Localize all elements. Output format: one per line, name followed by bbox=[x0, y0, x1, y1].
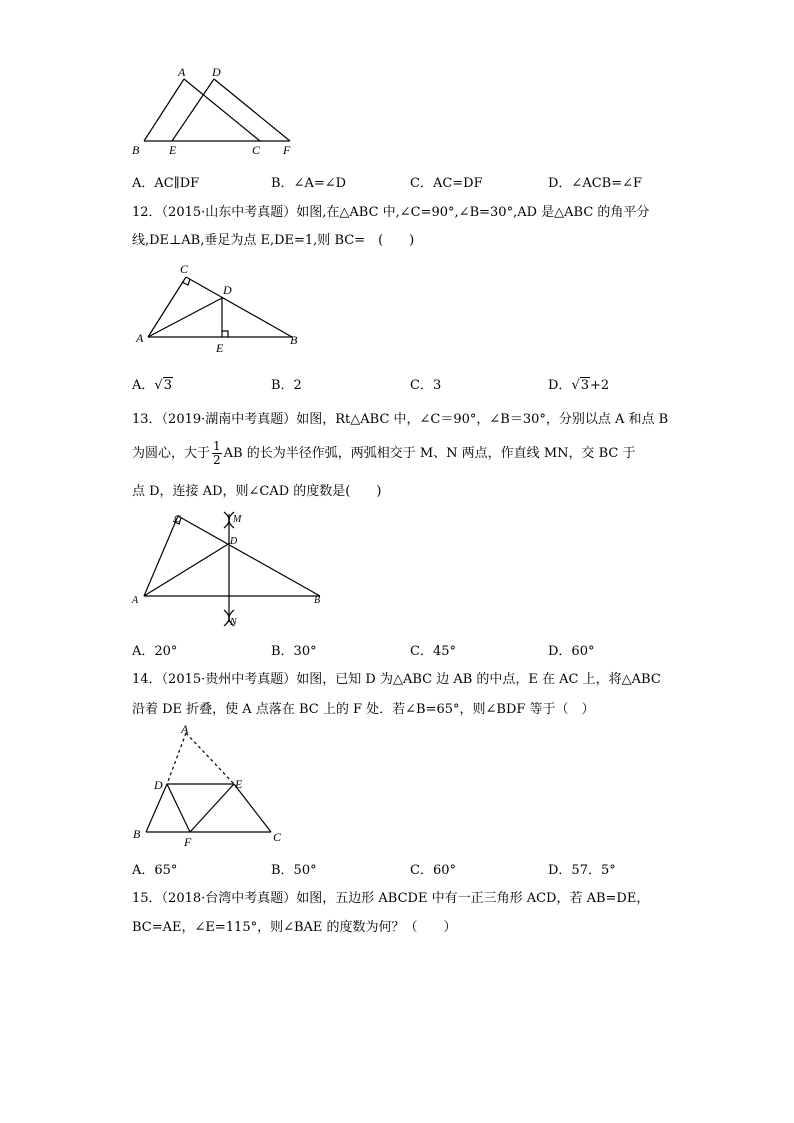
label-F: F bbox=[283, 143, 291, 157]
q12-option-a-radicand: 3 bbox=[163, 378, 172, 393]
q13-text-line1: 13．（2019·湖南中考真题）如图，Rt△ABC 中，∠C＝90°，∠B＝30°，分别以点 A 和点 B bbox=[132, 412, 669, 427]
q13-line2-end: AB 的长为半径作弧，两弧相交于 M、N 两点，作直线 MN，交 BC 于 bbox=[223, 446, 636, 461]
q12-option-c[interactable]: C．3 bbox=[410, 378, 442, 393]
label-C: C bbox=[252, 143, 261, 157]
label-N: N bbox=[230, 617, 237, 628]
q11-option-c[interactable]: C．AC=DF bbox=[410, 176, 483, 191]
q12-option-d-radicand: 3 bbox=[580, 378, 590, 393]
label-E: E bbox=[216, 341, 224, 355]
fraction-denominator: 2 bbox=[213, 453, 221, 467]
label-E: E bbox=[235, 777, 243, 791]
label-B: B bbox=[133, 827, 141, 841]
label-F: F bbox=[184, 835, 192, 847]
q14-option-a[interactable]: A．65° bbox=[132, 863, 178, 878]
label-D: D bbox=[230, 536, 238, 547]
q12-option-d-prefix: D． bbox=[548, 378, 572, 393]
q12-option-d[interactable] bbox=[548, 374, 609, 393]
label-B: B bbox=[314, 595, 321, 606]
label-C: C bbox=[273, 830, 282, 844]
q14-text-line1: 14．（2015·贵州中考真题）如图，已知 D 为△ABC 边 AB 的中点，E 在 AC 上，将△ABC bbox=[132, 672, 661, 687]
sqrt-symbol: √3 bbox=[154, 378, 172, 393]
figure-triangles-abc-def bbox=[128, 64, 308, 159]
q12-text-line2: 线,DE⊥AB,垂足为点 E,DE=1,则 BC= ( ) bbox=[132, 233, 415, 248]
q13-option-d[interactable]: D．60° bbox=[548, 644, 595, 659]
figure-q12-triangle bbox=[128, 258, 313, 358]
q14-option-c[interactable]: C．60° bbox=[410, 863, 456, 878]
q13-option-b[interactable]: B．30° bbox=[271, 644, 317, 659]
sqrt-symbol: √3 bbox=[571, 378, 590, 393]
q13-line2-start: 为圆心，大于 bbox=[132, 446, 211, 461]
label-C: C bbox=[174, 514, 181, 525]
label-E: E bbox=[169, 143, 177, 157]
q13-text-line3: 点 D，连接 AD，则∠CAD 的度数是( ) bbox=[132, 484, 382, 499]
label-B: B bbox=[290, 333, 298, 347]
label-M: M bbox=[233, 514, 242, 525]
label-C: C bbox=[180, 262, 189, 276]
label-A: A bbox=[178, 65, 186, 79]
label-A: A bbox=[136, 331, 144, 345]
label-A: A bbox=[181, 722, 189, 736]
q12-option-a[interactable] bbox=[132, 374, 173, 393]
label-A: A bbox=[132, 595, 139, 606]
label-B: B bbox=[132, 143, 140, 157]
q11-option-a[interactable]: A．AC∥DF bbox=[132, 176, 200, 191]
q12-text-line1: 12．（2015·山东中考真题）如图,在△ABC 中,∠C=90°,∠B=30°,AD 是△ABC 的角平分 bbox=[132, 205, 650, 220]
fraction-numerator: 1 bbox=[213, 439, 221, 453]
q11-option-d[interactable]: D．∠ACB=∠F bbox=[548, 176, 643, 191]
q13-option-a[interactable]: A．20° bbox=[132, 644, 178, 659]
q12-option-d-suffix: +2 bbox=[590, 378, 610, 393]
q14-option-d[interactable]: D．57．5° bbox=[548, 863, 616, 878]
label-D: D bbox=[212, 65, 221, 79]
q15-text-line2: BC=AE，∠E=115°，则∠BAE 的度数为何？（ ） bbox=[132, 920, 457, 935]
q12-option-b[interactable]: B．2 bbox=[271, 378, 302, 393]
fraction-one-half bbox=[212, 440, 222, 467]
figure-q14-fold bbox=[128, 722, 293, 847]
figure-q13-construction bbox=[128, 508, 328, 633]
q11-option-b[interactable]: B．∠A=∠D bbox=[271, 176, 347, 191]
q15-text-line1: 15．（2018·台湾中考真题）如图，五边形 ABCDE 中有一正三角形 ACD，若 AB=DE， bbox=[132, 891, 650, 906]
q13-option-c[interactable]: C．45° bbox=[410, 644, 456, 659]
q14-text-line2: 沿着 DE 折叠，使 A 点落在 BC 上的 F 处．若∠B=65°，则∠BDF 等于（ ） bbox=[132, 702, 595, 717]
q14-option-b[interactable]: B．50° bbox=[271, 863, 317, 878]
q13-text-line2 bbox=[132, 440, 636, 467]
q12-option-a-prefix: A． bbox=[132, 378, 155, 393]
label-D: D bbox=[223, 283, 232, 297]
label-D: D bbox=[154, 778, 163, 792]
